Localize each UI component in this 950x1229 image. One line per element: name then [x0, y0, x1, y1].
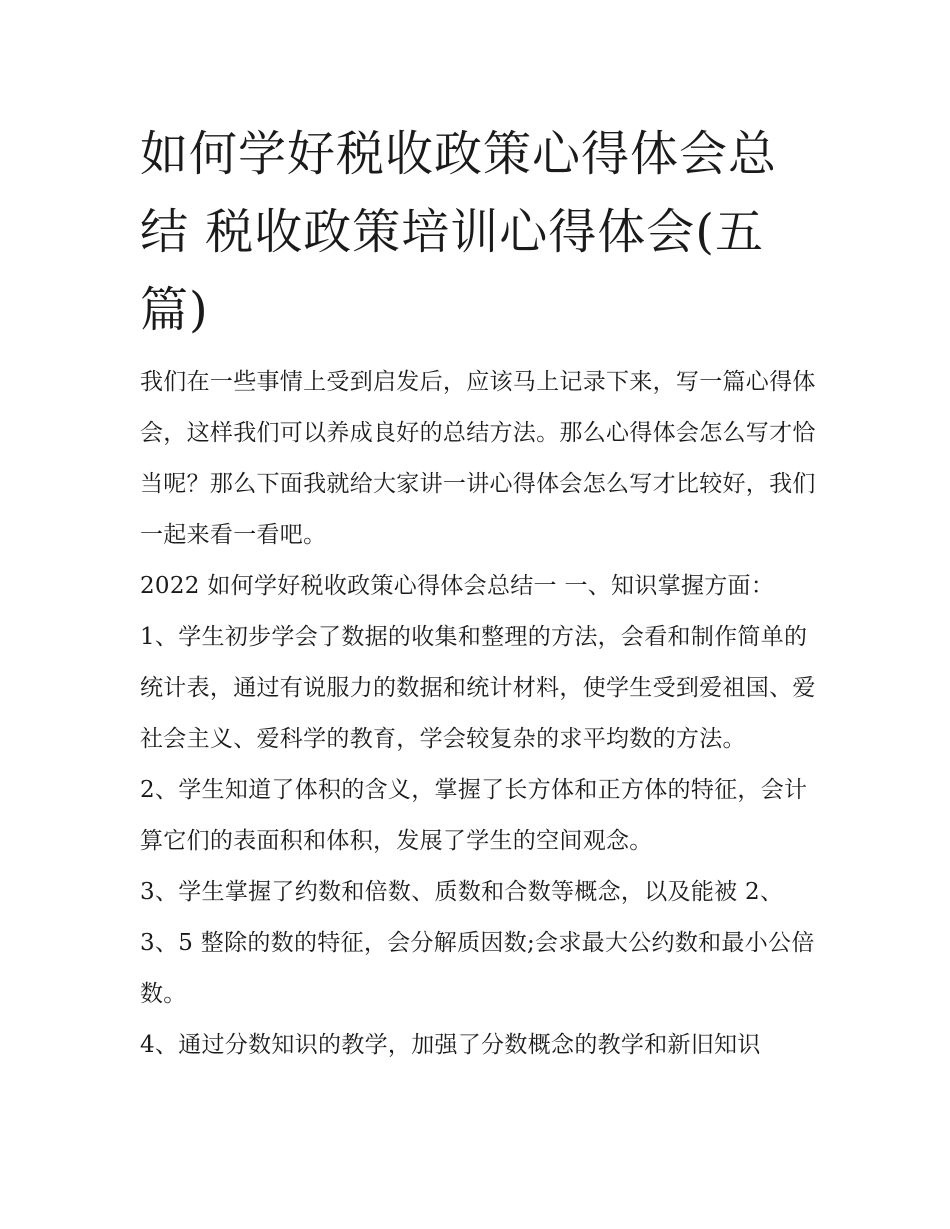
intro-paragraph: 我们在一些事情上受到启发后，应该马上记录下来，写一篇心得体会，这样我们可以养成良好的总结方法。那么心得体会怎么写才恰当呢？那么下面我就给大家讲一讲心得体会怎么写才比较好，我们一起来看一看吧。: [140, 369, 816, 548]
list-item: 4、通过分数知识的教学，加强了分数概念的教学和新旧知识: [140, 1032, 761, 1058]
list-item: 1、学生初步学会了数据的收集和整理的方法，会看和制作简单的统计表，通过有说服力的数据和统计材料，使学生受到爱祖国、爱社会主义、爱科学的教育，学会较复杂的求平均数的方法。: [140, 624, 816, 752]
document-title: 如何学好税收政策心得体会总结 税收政策培训心得体会(五篇): [140, 126, 778, 338]
list-item: 2、学生知道了体积的含义，掌握了长方体和正方体的特征，会计算它们的表面积和体积，发展了学生的空间观念。: [140, 777, 808, 854]
section-heading: 2022 如何学好税收政策心得体会总结一 一、知识掌握方面：: [140, 573, 775, 599]
document-body: [140, 357, 820, 1071]
list-item: 3、学生掌握了约数和倍数、质数和合数等概念，以及能被 2、3、5 整除的数的特征，会分解质因数;会求最大公约数和最小公倍数。: [140, 879, 815, 1007]
